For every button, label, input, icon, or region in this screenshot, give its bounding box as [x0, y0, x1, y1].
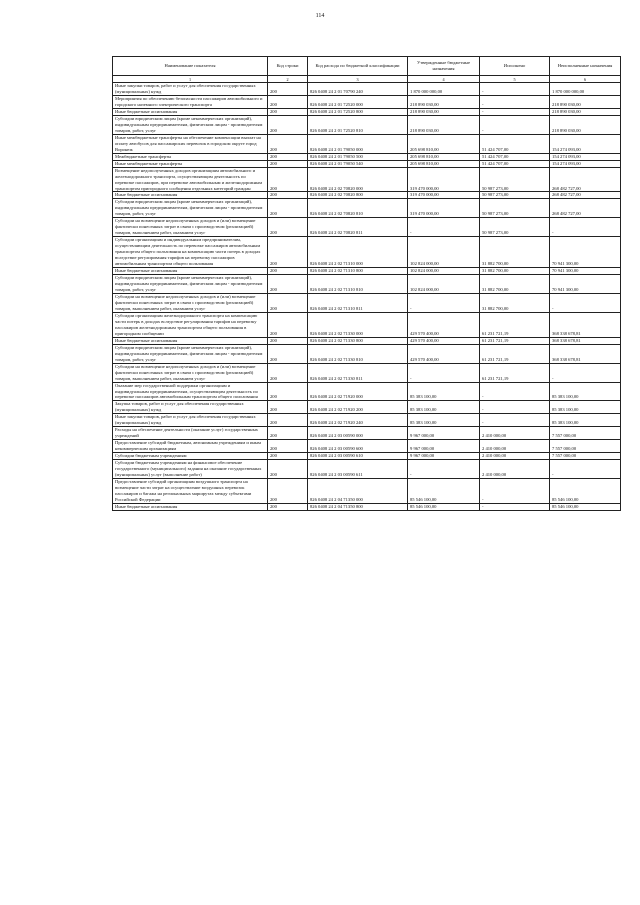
row-name: Субсидии юридическим лицам (кроме некоммерческих организаций), индивидуальным предпринимателям, физическим лицам - производителям товаров, работ, услуг [113, 115, 268, 134]
row-unexecuted: 218 890 030,00 [550, 95, 621, 108]
row-line-code: 200 [268, 108, 308, 115]
row-executed: - [480, 83, 550, 96]
row-name: Иные бюджетные ассигнования [113, 268, 268, 275]
row-unexecuted: - [550, 460, 621, 479]
row-name: Предоставление субсидий организациям воздушного транспорта на возмещение части затрат на осуществление воздушных перевозок пассажиров и багажа на региональных маршрутах между субъектами Российской Федерации [113, 479, 268, 504]
column-index-row [113, 76, 621, 83]
table-row [113, 344, 621, 363]
row-executed: - [480, 414, 550, 427]
row-approved: 102 824 000,00 [408, 268, 480, 275]
row-unexecuted: 7 557 000,00 [550, 453, 621, 460]
table-row [113, 192, 621, 199]
table-row [113, 337, 621, 344]
table-row [113, 108, 621, 115]
row-expense-code: 826 0408 24 2 02 70820 800 [308, 192, 408, 199]
table-row [113, 275, 621, 294]
row-expense-code: 826 0408 24 2 04 71350 800 [308, 503, 408, 510]
row-unexecuted: - [550, 218, 621, 237]
row-unexecuted: 154 274 093,00 [550, 160, 621, 167]
col-index: 2 [268, 76, 308, 83]
row-approved: 205 698 810,00 [408, 160, 480, 167]
row-executed: 2 410 000,00 [480, 460, 550, 479]
row-name: Субсидии бюджетным учреждениям на финансовое обеспечение государственного (муниципального) задания на оказание государственных (муниципальных) услуг (выполнение работ) [113, 460, 268, 479]
row-name: Иные межбюджетные трансферты [113, 160, 268, 167]
row-executed: - [480, 95, 550, 108]
row-unexecuted: 268 482 727,00 [550, 199, 621, 218]
row-expense-code: 826 0408 24 2 03 00590 610 [308, 453, 408, 460]
row-executed: 2 410 000,00 [480, 453, 550, 460]
row-unexecuted: 85 546 100,00 [550, 479, 621, 504]
row-line-code: 200 [268, 427, 308, 440]
row-executed: - [480, 401, 550, 414]
row-line-code: 200 [268, 479, 308, 504]
row-expense-code: 826 0408 24 2 04 71350 000 [308, 479, 408, 504]
table-row [113, 153, 621, 160]
table-row [113, 95, 621, 108]
row-line-code: 200 [268, 153, 308, 160]
row-executed: 2 410 000,00 [480, 427, 550, 440]
row-approved: 429 570 400,00 [408, 312, 480, 337]
table-row [113, 167, 621, 192]
row-line-code: 200 [268, 199, 308, 218]
row-approved: 429 570 400,00 [408, 344, 480, 363]
row-name: Иные бюджетные ассигнования [113, 337, 268, 344]
table-row [113, 83, 621, 96]
row-unexecuted: 154 274 093,00 [550, 134, 621, 153]
row-unexecuted: 368 338 678,81 [550, 344, 621, 363]
row-executed: 50 987 273,00 [480, 167, 550, 192]
row-approved: 85 546 100,00 [408, 503, 480, 510]
row-line-code: 200 [268, 134, 308, 153]
row-name: Расходы на обеспечение деятельности (оказание услуг) государственных учреждений [113, 427, 268, 440]
row-line-code: 200 [268, 237, 308, 268]
page-number: 114 [315, 13, 325, 19]
row-executed: 51 424 707,00 [480, 160, 550, 167]
col-header-unexecuted: Неисполненные назначения [550, 57, 621, 76]
table-row [113, 401, 621, 414]
row-expense-code: 826 0408 24 2 02 71310 811 [308, 293, 408, 312]
col-header-line-code: Код строки [268, 57, 308, 76]
col-index: 5 [480, 76, 550, 83]
row-unexecuted: 218 890 030,00 [550, 115, 621, 134]
row-approved: - [408, 218, 480, 237]
row-unexecuted: 368 338 678,81 [550, 312, 621, 337]
row-line-code: 200 [268, 440, 308, 453]
row-unexecuted: - [550, 363, 621, 382]
table-row [113, 453, 621, 460]
row-name: Оказание мер государственной поддержки организациям и индивидуальным предпринимателям, осуществляющим деятельность по перевозке пассажиров автомобильным транспортом общего пользования [113, 382, 268, 401]
row-approved: 85 383 100,00 [408, 414, 480, 427]
col-index: 4 [408, 76, 480, 83]
row-executed: 31 882 700,00 [480, 268, 550, 275]
row-unexecuted: 70 941 300,00 [550, 268, 621, 275]
row-approved: 85 546 100,00 [408, 479, 480, 504]
row-name: Закупка товаров, работ и услуг для обеспечения государственных (муниципальных) нужд [113, 401, 268, 414]
row-executed: 61 231 721,19 [480, 337, 550, 344]
row-unexecuted: 85 383 100,00 [550, 401, 621, 414]
row-name: Субсидии юридическим лицам (кроме некоммерческих организаций), индивидуальным предпринимателям, физическим лицам - производителям товаров, работ, услуг [113, 199, 268, 218]
row-approved: 218 890 030,00 [408, 108, 480, 115]
row-approved: 205 698 810,00 [408, 134, 480, 153]
row-expense-code: 826 0408 24 2 02 71920 000 [308, 382, 408, 401]
row-expense-code: 826 0408 24 2 02 71310 000 [308, 237, 408, 268]
col-index: 1 [113, 76, 268, 83]
row-expense-code: 826 0408 24 2 02 70820 000 [308, 167, 408, 192]
table-row [113, 363, 621, 382]
row-name: Иные межбюджетные трансферты на обеспечение компенсации выплат на оплату автобусов для пассажирских перевозок в городском округе город Воронеж [113, 134, 268, 153]
row-executed: 31 882 700,00 [480, 237, 550, 268]
row-approved: 85 383 100,00 [408, 401, 480, 414]
row-line-code: 200 [268, 363, 308, 382]
table-row [113, 312, 621, 337]
row-approved: - [408, 460, 480, 479]
row-name: Иные бюджетные ассигнования [113, 192, 268, 199]
row-line-code: 200 [268, 337, 308, 344]
row-line-code: 200 [268, 503, 308, 510]
row-executed: 61 231 721,19 [480, 363, 550, 382]
row-approved: 102 824 000,00 [408, 275, 480, 294]
row-name: Субсидии бюджетным учреждениям [113, 453, 268, 460]
row-name: Иные бюджетные ассигнования [113, 108, 268, 115]
row-approved: - [408, 293, 480, 312]
row-unexecuted: 70 941 300,00 [550, 275, 621, 294]
header-row [113, 57, 621, 76]
row-executed: 51 424 707,00 [480, 134, 550, 153]
col-index: 3 [308, 76, 408, 83]
table-row [113, 293, 621, 312]
row-name: Субсидии юридическим лицам (кроме некоммерческих организаций), индивидуальным предпринимателям, физическим лицам - производителям товаров, работ, услуг [113, 275, 268, 294]
table-row [113, 199, 621, 218]
row-approved: 218 890 030,00 [408, 95, 480, 108]
row-unexecuted: 268 482 727,00 [550, 192, 621, 199]
row-expense-code: 826 0408 24 2 01 79050 500 [308, 153, 408, 160]
row-line-code: 200 [268, 312, 308, 337]
row-approved: 319 470 000,00 [408, 167, 480, 192]
row-executed: 31 882 700,00 [480, 275, 550, 294]
row-name: Иные закупки товаров, работ и услуг для обеспечения государственных (муниципальных) нужд [113, 83, 268, 96]
row-unexecuted: 85 546 100,00 [550, 503, 621, 510]
row-expense-code: 826 0408 24 2 03 00590 611 [308, 460, 408, 479]
row-line-code: 200 [268, 275, 308, 294]
row-expense-code: 826 0408 24 2 02 71330 810 [308, 344, 408, 363]
row-line-code: 200 [268, 192, 308, 199]
row-expense-code: 826 0408 24 2 02 71310 810 [308, 275, 408, 294]
row-unexecuted: 85 383 100,00 [550, 414, 621, 427]
row-executed: 61 231 721,19 [480, 344, 550, 363]
budget-execution-table [112, 56, 621, 511]
row-unexecuted: 268 482 727,00 [550, 167, 621, 192]
row-name: Субсидии на возмещение недополученных доходов и (или) возмещение фактически понесенных затрат в связи с производством (реализацией) товаров, выполнением работ, оказанием услуг [113, 363, 268, 382]
col-header-expense-code: Код расхода по бюджетной классификации [308, 57, 408, 76]
row-name: Субсидии юридическим лицам (кроме некоммерческих организаций), индивидуальным предпринимателям, физическим лицам - производителям товаров, работ, услуг [113, 344, 268, 363]
row-expense-code: 826 0408 24 2 03 00590 000 [308, 427, 408, 440]
table-row [113, 218, 621, 237]
row-expense-code: 826 0408 24 2 01 79050 540 [308, 160, 408, 167]
table-row [113, 134, 621, 153]
row-approved: 1 870 000 000,00 [408, 83, 480, 96]
table-row [113, 503, 621, 510]
row-unexecuted: 7 557 000,00 [550, 427, 621, 440]
row-approved: 102 824 000,00 [408, 237, 480, 268]
row-line-code: 200 [268, 95, 308, 108]
row-line-code: 200 [268, 83, 308, 96]
row-line-code: 200 [268, 218, 308, 237]
row-line-code: 200 [268, 293, 308, 312]
row-expense-code: 826 0408 24 2 02 71310 800 [308, 268, 408, 275]
row-line-code: 200 [268, 401, 308, 414]
row-executed: 50 987 273,00 [480, 218, 550, 237]
col-header-name: Наименование показателя [113, 57, 268, 76]
row-name: Субсидии организациям и индивидуальным предпринимателям, осуществляющим деятельность по перевозке пассажиров автомобильным транспортом общего пользования на компенсацию части потерь в доходах вследствие регулирования тарифов на перевозку пассажиров автомобильным транспортом общего пользования [113, 237, 268, 268]
row-unexecuted: - [550, 293, 621, 312]
row-unexecuted: 85 383 100,00 [550, 382, 621, 401]
table-row [113, 479, 621, 504]
row-unexecuted: 7 557 000,00 [550, 440, 621, 453]
row-executed: - [480, 382, 550, 401]
row-name: Возмещение недополученных доходов организациям автомобильного и железнодорожного транспорта, осуществляющим деятельность по перевозке пассажиров, при перевозке автомобильным и железнодорожным транспортом пригородного сообщения отдельных категорий граждан [113, 167, 268, 192]
row-name: Иные закупки товаров, работ и услуг для обеспечения государственных (муниципальных) нужд [113, 414, 268, 427]
row-approved: 9 967 000,00 [408, 440, 480, 453]
row-line-code: 200 [268, 160, 308, 167]
row-unexecuted: 368 338 678,81 [550, 337, 621, 344]
col-header-approved: Утвержденные бюджетные назначения [408, 57, 480, 76]
table-row [113, 414, 621, 427]
row-name: Субсидии на возмещение недополученных доходов и (или) возмещение фактически понесенных затрат в связи с производством (реализацией) товаров, выполнением работ, оказанием услуг [113, 218, 268, 237]
table-row [113, 440, 621, 453]
row-executed: 50 987 273,00 [480, 192, 550, 199]
row-executed: - [480, 108, 550, 115]
row-unexecuted: 1 870 000 000,00 [550, 83, 621, 96]
table-row [113, 268, 621, 275]
row-unexecuted: 218 890 030,00 [550, 108, 621, 115]
row-expense-code: 826 0408 24 2 03 00590 600 [308, 440, 408, 453]
row-expense-code: 826 0408 24 2 02 71920 200 [308, 401, 408, 414]
row-name: Межбюджетные трансферты [113, 153, 268, 160]
row-approved: - [408, 363, 480, 382]
table-row [113, 115, 621, 134]
row-executed: 61 231 721,19 [480, 312, 550, 337]
row-expense-code: 826 0408 24 2 02 71330 811 [308, 363, 408, 382]
row-approved: 9 967 000,00 [408, 427, 480, 440]
col-header-executed: Исполнено [480, 57, 550, 76]
table-row [113, 237, 621, 268]
row-expense-code: 826 0408 24 2 01 72520 000 [308, 95, 408, 108]
row-line-code: 200 [268, 453, 308, 460]
row-expense-code: 826 0408 24 2 02 70820 810 [308, 199, 408, 218]
row-approved: 319 470 000,00 [408, 199, 480, 218]
table-row [113, 160, 621, 167]
row-executed: 51 424 707,00 [480, 153, 550, 160]
row-line-code: 200 [268, 268, 308, 275]
row-line-code: 200 [268, 344, 308, 363]
col-index: 6 [550, 76, 621, 83]
row-line-code: 200 [268, 382, 308, 401]
row-expense-code: 826 0408 24 2 02 71330 000 [308, 312, 408, 337]
row-executed: - [480, 115, 550, 134]
row-expense-code: 826 0408 24 2 01 79050 000 [308, 134, 408, 153]
row-approved: 218 890 030,00 [408, 115, 480, 134]
row-approved: 319 470 000,00 [408, 192, 480, 199]
row-name: Субсидии организациям железнодорожного транспорта на компенсацию части потерь в доходах вследствие регулирования тарифов на перевозку пассажиров железнодорожным транспортом общего пользования в пригородном сообщении [113, 312, 268, 337]
row-expense-code: 826 0408 24 2 02 71330 800 [308, 337, 408, 344]
row-executed: 50 987 273,00 [480, 199, 550, 218]
row-expense-code: 826 0408 24 2 02 70820 811 [308, 218, 408, 237]
row-executed: 31 882 700,00 [480, 293, 550, 312]
row-executed: - [480, 479, 550, 504]
row-line-code: 200 [268, 115, 308, 134]
table-row [113, 427, 621, 440]
row-approved: 85 383 100,00 [408, 382, 480, 401]
row-unexecuted: 154 274 093,00 [550, 153, 621, 160]
row-approved: 205 698 810,00 [408, 153, 480, 160]
row-name: Иные бюджетные ассигнования [113, 503, 268, 510]
row-expense-code: 826 0408 24 2 01 70790 240 [308, 83, 408, 96]
row-name: Мероприятия по обеспечению безопасности пассажиров автомобильного и городского наземного электрического транспорта [113, 95, 268, 108]
row-expense-code: 826 0408 24 2 01 72520 810 [308, 115, 408, 134]
row-approved: 429 570 400,00 [408, 337, 480, 344]
table-row [113, 382, 621, 401]
row-line-code: 200 [268, 167, 308, 192]
row-expense-code: 826 0408 24 2 01 72520 800 [308, 108, 408, 115]
row-executed: - [480, 503, 550, 510]
table-body [113, 83, 621, 511]
row-executed: 2 410 000,00 [480, 440, 550, 453]
row-line-code: 200 [268, 414, 308, 427]
row-expense-code: 826 0408 24 2 02 71920 240 [308, 414, 408, 427]
table-row [113, 460, 621, 479]
row-unexecuted: 70 941 300,00 [550, 237, 621, 268]
row-approved: 9 967 000,00 [408, 453, 480, 460]
row-name: Предоставление субсидий бюджетным, автономным учреждениям и иным некоммерческим организациям [113, 440, 268, 453]
row-line-code: 200 [268, 460, 308, 479]
row-name: Субсидии на возмещение недополученных доходов и (или) возмещение фактически понесенных затрат в связи с производством (реализацией) товаров, выполнением работ, оказанием услуг [113, 293, 268, 312]
